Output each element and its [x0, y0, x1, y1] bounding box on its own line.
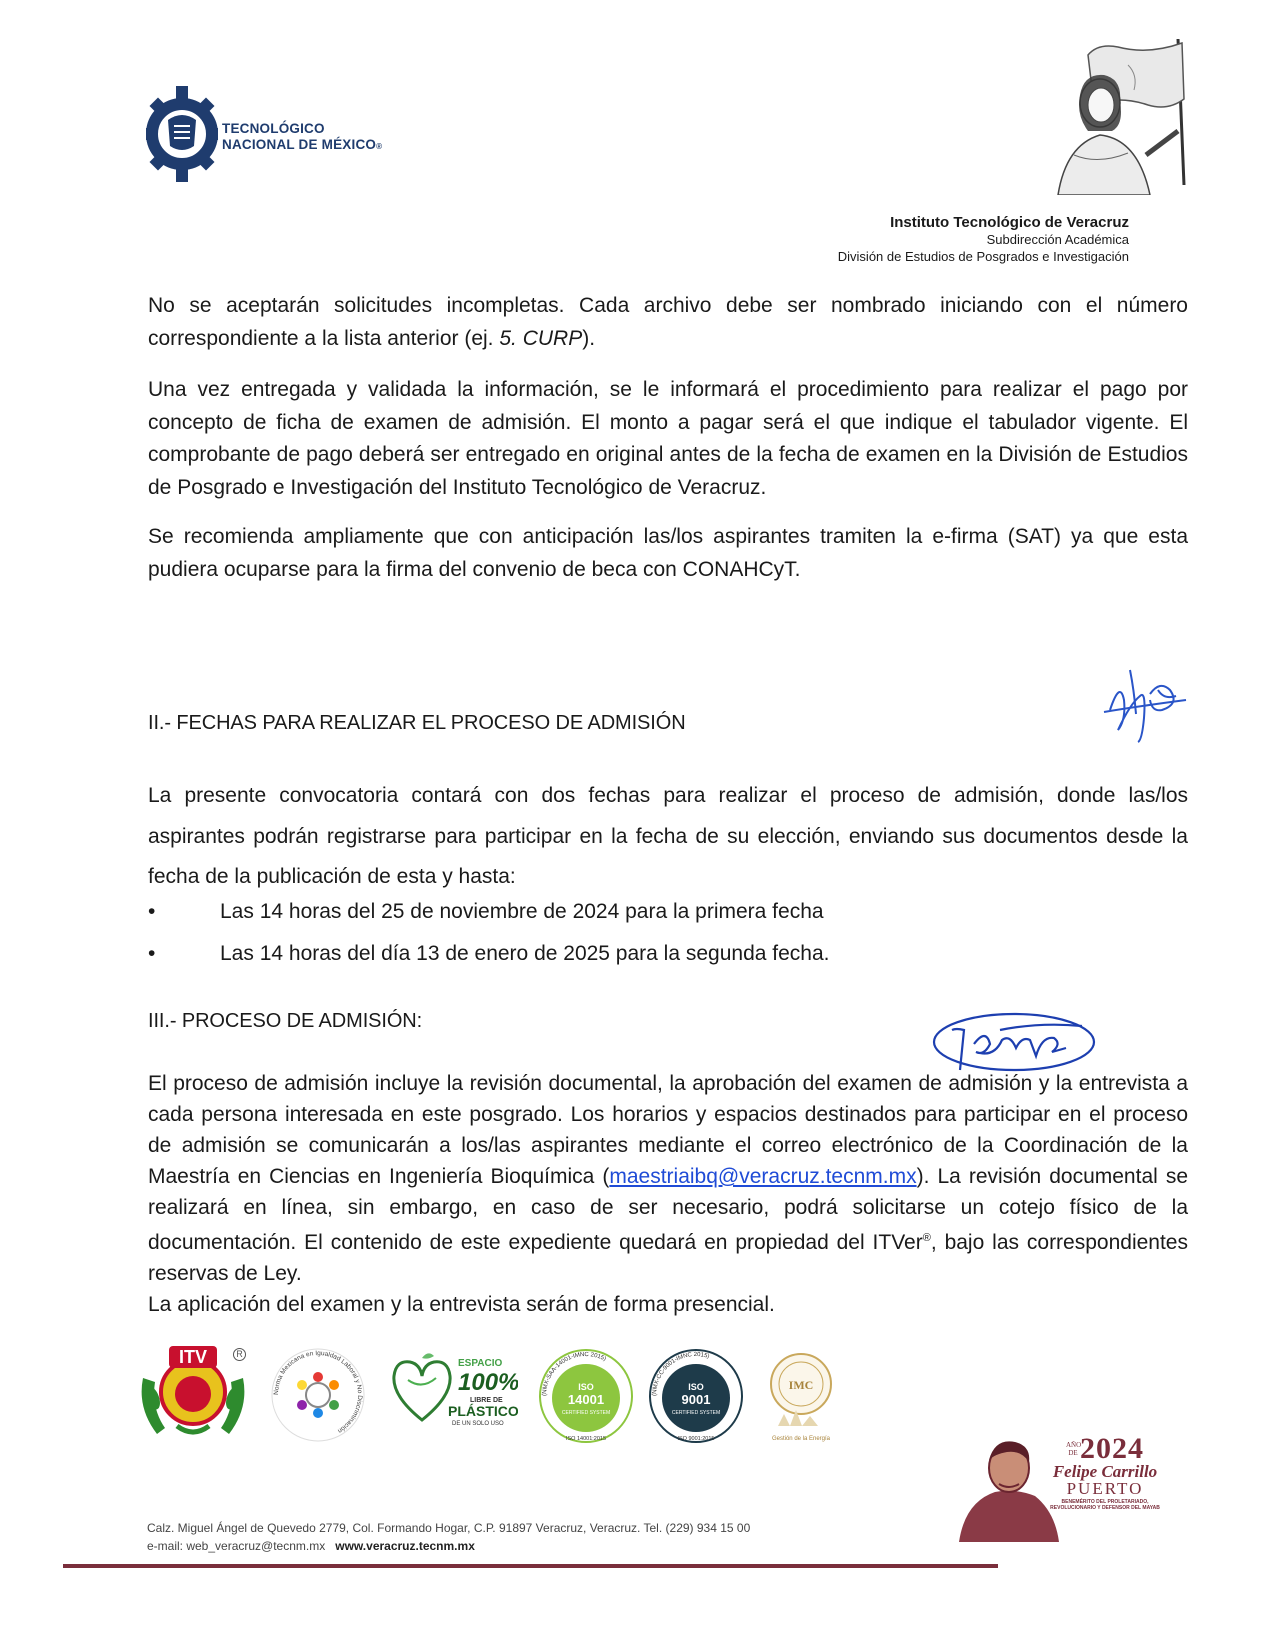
tnm-line2: NACIONAL DE MÉXICO — [222, 137, 377, 152]
iso2-year: ISO 9001:2015 — [677, 1436, 715, 1442]
bullet-item-2 — [148, 942, 829, 966]
badge-tagline: BENEMÉRITO DEL PROLETARIADO, REVOLUCIONARIO Y DEFENSOR DEL MAYAB — [1050, 1499, 1160, 1511]
subdivision-name: Subdirección Académica — [986, 232, 1129, 247]
espacio-top: ESPACIO — [458, 1358, 503, 1369]
energy-caption: Gestión de la Energía — [771, 1436, 831, 1442]
iso2-ring-text: (NMX-CC-9001-IMNC 2015) — [651, 1351, 711, 1397]
para1-example: 5. CURP — [499, 326, 583, 350]
paragraph-admission-process — [148, 1068, 1188, 1320]
iso1-cert: CERTIFIED SYSTEM — [561, 1410, 611, 1416]
institute-name: Instituto Tecnológico de Veracruz — [890, 214, 1129, 231]
para6-text: La aplicación del examen y la entrevista serán de forma presencial. — [148, 1293, 775, 1316]
footer-divider — [63, 1564, 998, 1568]
badge-name2: PUERTO — [1066, 1479, 1144, 1498]
badge-name1: Felipe Carrillo — [1052, 1462, 1158, 1481]
iso2-code: ISO — [688, 1382, 704, 1392]
para1-close: ). — [582, 326, 596, 350]
section-2-title: II.- FECHAS PARA REALIZAR EL PROCESO DE ADMISIÓN — [148, 712, 686, 734]
paragraph-efirma — [148, 521, 1188, 586]
badge-year: 2024 — [1080, 1432, 1144, 1465]
bullet-symbol: • — [148, 942, 156, 965]
tnm-mark: ® — [376, 142, 383, 151]
bullet-item-1 — [148, 900, 824, 924]
paragraph-incomplete-requests — [148, 290, 1188, 355]
footer-website[interactable]: www.veracruz.tecnm.mx — [335, 1539, 475, 1553]
felipe-carrillo-2024-badge — [955, 1432, 1165, 1547]
norma-mexicana-logo — [268, 1345, 368, 1450]
espacio-plastico: PLÁSTICO — [448, 1403, 518, 1419]
footer-email[interactable]: e-mail: web_veracruz@tecnm.mx — [147, 1539, 326, 1553]
para1-text: No se aceptarán solicitudes incompletas. Cada archivo debe ser nombrado iniciando con el número correspondiente a la lista anterior (ej. — [148, 294, 1188, 350]
iso1-code: ISO — [578, 1382, 594, 1392]
footer-address: Calz. Miguel Ángel de Quevedo 2779, Col. Formando Hogar, C.P. 91897 Veracruz, Veracruz. Tel. (229) 934 15 00 — [147, 1521, 751, 1535]
espacio-libre: LIBRE DE — [470, 1397, 503, 1404]
itv-label: ITV — [178, 1347, 208, 1367]
iso1-ring-text: (NMX-SAA-14001-IMNC 2015) — [541, 1351, 607, 1397]
itv-registered-mark: R — [233, 1348, 246, 1361]
iso1-year: ISO 14001:2015 — [565, 1436, 607, 1442]
espacio-sub: DE UN SOLO USO — [452, 1421, 504, 1427]
iso-9001-badge — [648, 1348, 744, 1449]
paragraph-payment — [148, 374, 1188, 504]
svg-text:IMC: IMC — [788, 1378, 814, 1392]
bullet-text: Las 14 horas del 25 de noviembre de 2024 para la primera fecha — [220, 900, 824, 923]
tnm-line1: TECNOLÓGICO — [222, 121, 325, 136]
division-name: División de Estudios de Posgrados e Investigación — [837, 249, 1129, 264]
bullet-symbol: • — [148, 900, 156, 923]
para4-text: La presente convocatoria contará con dos fechas para realizar el proceso de admisión, donde las/los aspirantes podrán registrarse para participar en la fecha de su elección, enviando sus documentos desde la fecha de la publicación de esta y hasta: — [148, 784, 1188, 888]
espacio-libre-plastico-logo — [388, 1350, 518, 1435]
bullet-text: Las 14 horas del día 13 de enero de 2025 para la segunda fecha. — [220, 942, 830, 965]
para5-text-cont: ). La revisión documental se realizará en línea, sin embargo, en caso de ser necesario, podrá solicitarse un cotejo físico de la documentación. El contenido de este expediente quedará en propiedad del ITVer — [148, 1165, 1188, 1254]
iso2-cert: CERTIFIED SYSTEM — [671, 1410, 721, 1416]
tnm-logo — [146, 86, 218, 187]
iso2-number: 9001 — [681, 1392, 711, 1407]
footer-address-block — [147, 1519, 750, 1555]
institution-block — [838, 214, 1129, 265]
historic-woman-flag-illustration — [1038, 35, 1198, 200]
para2-text: Una vez entregada y validada la información, se le informará el procedimiento para realizar el pago por concepto de ficha de examen de admisión. El monto a pagar será el que indique el tabulador vigente. El comprobante de pago deberá ser entregado en original antes de la fecha de examen en la División de Estudios de Posgrado e Investigación del Instituto Tecnológico de Veracruz. — [148, 378, 1188, 499]
para5-text-end: , bajo las correspondientes reservas de Ley. — [148, 1231, 1188, 1285]
iso1-number: 14001 — [567, 1392, 605, 1407]
section-3-title: III.- PROCESO DE ADMISIÓN: — [148, 1010, 423, 1032]
signature-1 — [1100, 660, 1190, 749]
iso-14001-badge — [538, 1348, 634, 1449]
para5-text: El proceso de admisión incluye la revisión documental, la aprobación del examen de admisión y la entrevista a cada persona interesada en este posgrado. Los horarios y espacios destinados para participar en el proceso de admisión se comunicarán a los/las aspirantes mediante el correo electrónico de la Coordinación de la Maestría en Ciencias en Ingeniería Bioquímica ( — [148, 1072, 1188, 1188]
coordination-email-link[interactable]: maestriaibq@veracruz.tecnm.mx — [609, 1165, 917, 1188]
gestion-energia-logo — [766, 1348, 836, 1453]
itver-mark: ® — [922, 1232, 931, 1244]
paragraph-convocatoria — [148, 776, 1188, 898]
para3-text: Se recomienda ampliamente que con anticipación las/los aspirantes tramiten la e-firma (SAT) ya que esta pudiera ocuparse para la firma del convenio de beca con CONAHCyT. — [148, 525, 1188, 581]
norma-ring-text: Norma Mexicana en Igualdad Laboral y No Discriminación — [272, 1349, 364, 1435]
espacio-pct: 100% — [458, 1369, 518, 1396]
itv-logo — [133, 1338, 253, 1453]
tnm-wordmark — [222, 121, 382, 155]
badge-ano: AÑO DE — [1066, 1441, 1082, 1457]
